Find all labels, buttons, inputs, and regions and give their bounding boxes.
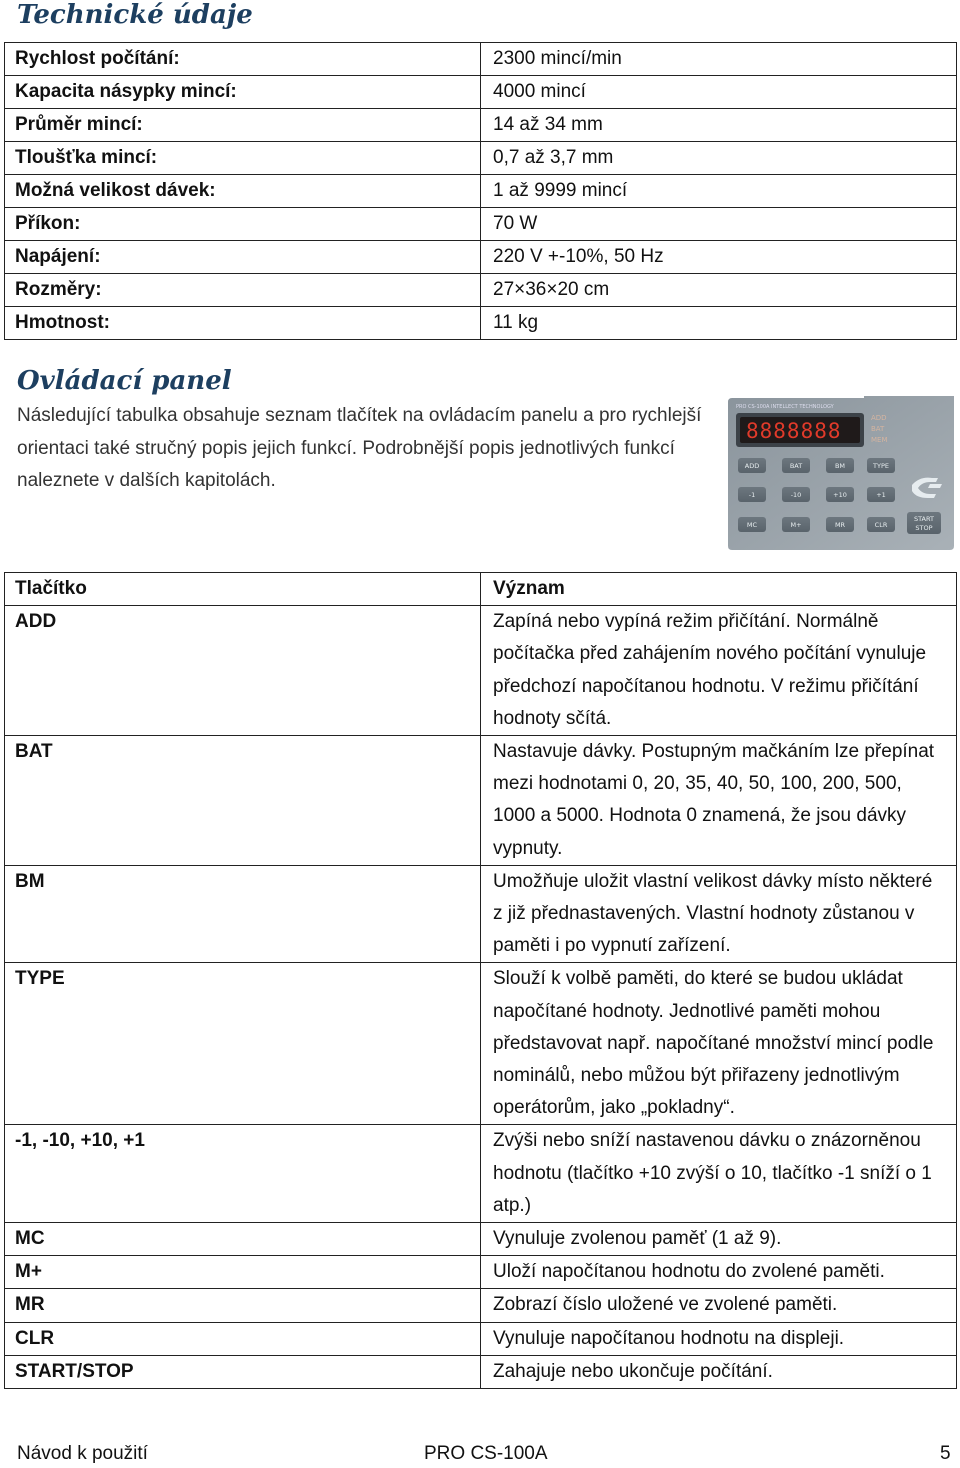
button-description: Zobrazí číslo uložené ve zvolené paměti. — [481, 1289, 957, 1322]
control-panel-photo — [726, 396, 956, 552]
indicator-mem: MEM — [871, 436, 888, 444]
column-header-key: Tlačítko — [5, 573, 481, 606]
key-label: TYPE — [873, 462, 889, 470]
section-title-tech-specs: Technické údaje — [17, 0, 253, 30]
table-row — [5, 1322, 957, 1355]
table-row — [5, 1355, 957, 1388]
indicator-add: ADD — [871, 414, 887, 422]
button-description: Zvýši nebo sníží nastavenou dávku o znázorněnou hodnotu (tlačítko +10 zvýší o 10, tlačítko -1 sníží o 1 atp.) — [481, 1125, 957, 1223]
spec-label: Kapacita násypky mincí: — [5, 76, 481, 109]
indicator-bat: BAT — [871, 425, 885, 433]
spec-label: Možná velikost dávek: — [5, 175, 481, 208]
key-label: MR — [834, 521, 846, 529]
footer-model: PRO CS-100A — [424, 1443, 548, 1464]
button-description: Vynuluje zvolenou paměť (1 až 9). — [481, 1223, 957, 1256]
button-description: Umožňuje uložit vlastní velikost dávky místo některé z již přednastavených. Vlastní hodnoty zůstanou v paměti i po vypnutí zařízení. — [481, 865, 957, 963]
panel-header-text: PRO CS-100A INTELLECT TECHNOLOGY — [736, 404, 834, 410]
button-description: Uloží napočítanou hodnotu do zvolené paměti. — [481, 1256, 957, 1289]
spec-label: Rychlost počítání: — [5, 43, 481, 76]
button-name: TYPE — [5, 963, 481, 1125]
table-row — [5, 208, 957, 241]
button-description: Vynuluje napočítanou hodnotu na displeji. — [481, 1322, 957, 1355]
key-label: +10 — [833, 491, 847, 499]
key-label: M+ — [790, 521, 802, 529]
display-digits: 8888888 — [746, 419, 842, 443]
specs-table — [4, 42, 957, 340]
spec-value: 1 až 9999 mincí — [481, 175, 957, 208]
spec-value: 27×36×20 cm — [481, 274, 957, 307]
button-name: MR — [5, 1289, 481, 1322]
key-label: STOP — [915, 524, 933, 532]
table-row — [5, 43, 957, 76]
button-name: MC — [5, 1223, 481, 1256]
table-row — [5, 736, 957, 866]
footer-page-number: 5 — [940, 1443, 951, 1464]
spec-value: 14 až 34 mm — [481, 109, 957, 142]
table-row — [5, 606, 957, 736]
button-name: START/STOP — [5, 1355, 481, 1388]
table-row — [5, 1223, 957, 1256]
button-name: ADD — [5, 606, 481, 736]
spec-value: 220 V +-10%, 50 Hz — [481, 241, 957, 274]
table-row — [5, 307, 957, 340]
table-row — [5, 963, 957, 1125]
footer-doc-title: Návod k použití — [17, 1443, 148, 1464]
key-label: ADD — [744, 462, 760, 470]
spec-value: 11 kg — [481, 307, 957, 340]
spec-label: Příkon: — [5, 208, 481, 241]
key-label: -10 — [790, 491, 802, 499]
table-row — [5, 1125, 957, 1223]
spec-value: 2300 mincí/min — [481, 43, 957, 76]
spec-label: Hmotnost: — [5, 307, 481, 340]
table-row — [5, 865, 957, 963]
spec-label: Rozměry: — [5, 274, 481, 307]
button-description: Zapíná nebo vypíná režim přičítání. Normálně počítačka před zahájením nového počítání vynuluje předchozí napočítanou hodnotu. V režimu přičítání hodnoty sčítá. — [481, 606, 957, 736]
key-label: MC — [746, 521, 758, 529]
button-name: BM — [5, 865, 481, 963]
intro-paragraph: Následující tabulka obsahuje seznam tlačítek na ovládacím panelu a pro rychlejší orientaci také stručný popis jejich funkcí. Podrobnější popis jednotlivých funkcí naleznete v dalších kapitolách. — [17, 405, 702, 491]
button-name: M+ — [5, 1256, 481, 1289]
button-description: Nastavuje dávky. Postupným mačkáním lze přepínat mezi hodnotami 0, 20, 35, 40, 50, 100, 200, 500, 1000 a 5000. Hodnota 0 znamená, že jsou dávky vypnuty. — [481, 736, 957, 866]
key-label: BAT — [789, 462, 803, 470]
key-label: -1 — [748, 491, 756, 499]
table-row — [5, 1256, 957, 1289]
spec-label: Napájení: — [5, 241, 481, 274]
button-description: Slouží k volbě paměti, do které se budou ukládat napočítané hodnoty. Jednotlivé paměti mohou představovat např. napočítané množství mincí podle nominálů, nebo můžou být přiřazeny jednotlivým operátorům, jako „pokladny“. — [481, 963, 957, 1125]
section-title-control-panel: Ovládací panel — [17, 366, 232, 396]
table-row — [5, 76, 957, 109]
spec-value: 0,7 až 3,7 mm — [481, 142, 957, 175]
buttons-table — [4, 572, 957, 1389]
key-label: CLR — [874, 521, 888, 529]
table-row — [5, 241, 957, 274]
spec-label: Tloušťka mincí: — [5, 142, 481, 175]
column-header-desc: Význam — [481, 573, 957, 606]
button-name: CLR — [5, 1322, 481, 1355]
table-row — [5, 175, 957, 208]
table-row — [5, 1289, 957, 1322]
spec-label: Průměr mincí: — [5, 109, 481, 142]
spec-value: 4000 mincí — [481, 76, 957, 109]
table-row — [5, 142, 957, 175]
table-row — [5, 274, 957, 307]
button-name: BAT — [5, 736, 481, 866]
button-name: -1, -10, +10, +1 — [5, 1125, 481, 1223]
spec-value: 70 W — [481, 208, 957, 241]
key-label: +1 — [876, 491, 886, 499]
button-description: Zahajuje nebo ukončuje počítání. — [481, 1355, 957, 1388]
key-label: BM — [834, 462, 846, 470]
table-row — [5, 109, 957, 142]
key-label: START — [913, 515, 935, 523]
table-header-row — [5, 573, 957, 606]
